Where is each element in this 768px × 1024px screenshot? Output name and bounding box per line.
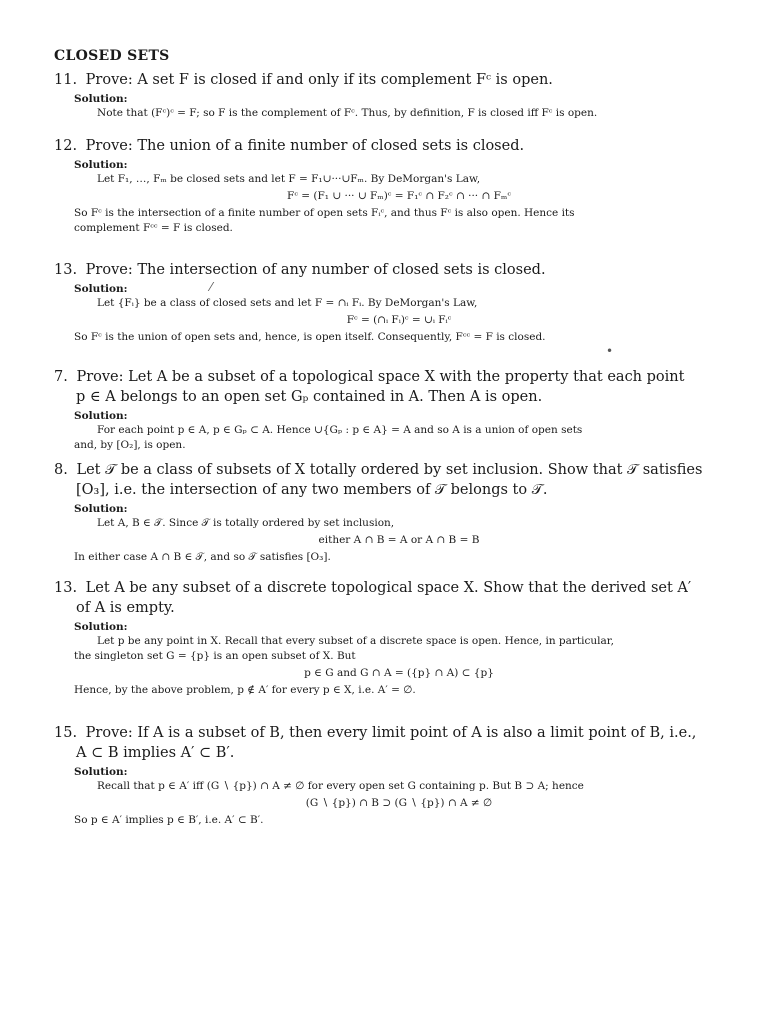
problem-statement: Let 𝒯 be a class of subsets of X totally ordered by set inclusion. Show that 𝒯 satisfies xyxy=(76,462,703,478)
solution-label: Solution: xyxy=(74,283,128,295)
section-heading: CLOSED SETS xyxy=(54,48,170,64)
problem-8 xyxy=(54,460,744,565)
solution-line: In either case A ∩ B ∈ 𝒯, and so 𝒯 satisfies [O₃]. xyxy=(74,551,331,563)
problem-statement: Prove: The union of a finite number of closed sets is closed. xyxy=(85,138,525,154)
problem-13b xyxy=(54,578,744,698)
problem-statement-continued: [O₃], i.e. the intersection of any two members of 𝒯 belongs to 𝒯. xyxy=(76,482,548,498)
equation: Fᶜ = (F₁ ∪ ··· ∪ Fₘ)ᶜ = F₁ᶜ ∩ F₂ᶜ ∩ ··· ∩ Fₘᶜ xyxy=(287,190,511,202)
solution-line: the singleton set G = {p} is an open subset of X. But xyxy=(74,650,356,662)
problem-15 xyxy=(54,723,744,828)
solution-label: Solution: xyxy=(74,503,128,515)
solution-line: For each point p ∈ A, p ∈ Gₚ ⊂ A. Hence ∪{Gₚ : p ∈ A} = A and so A is a union of open sets xyxy=(97,424,583,436)
solution-label: Solution: xyxy=(74,621,128,633)
problem-11 xyxy=(54,70,744,121)
problem-number: 7. xyxy=(54,369,68,385)
solution-line: Let F₁, …, Fₘ be closed sets and let F = F₁∪···∪Fₘ. By DeMorgan's Law, xyxy=(97,173,481,185)
problem-number: 13. xyxy=(54,580,78,596)
equation: p ∈ G and G ∩ A = ({p} ∩ A) ⊂ {p} xyxy=(304,667,494,679)
solution-line: Recall that p ∈ A′ iff (G ∖ {p}) ∩ A ≠ ∅ for every open set G containing p. But B ⊃ A; hence xyxy=(97,780,584,792)
solution-line: Let A, B ∈ 𝒯. Since 𝒯 is totally ordered by set inclusion, xyxy=(97,517,395,529)
equation: either A ∩ B = A or A ∩ B = B xyxy=(318,534,480,546)
solution-line: and, by [O₂], is open. xyxy=(74,439,186,451)
problem-number: 11. xyxy=(54,72,78,88)
problem-statement: Prove: The intersection of any number of closed sets is closed. xyxy=(85,262,546,278)
solution-line: So p ∈ A′ implies p ∈ B′, i.e. A′ ⊂ B′. xyxy=(74,814,264,826)
problem-statement: Prove: If A is a subset of B, then every limit point of A is also a limit point of B, i.e., xyxy=(85,725,697,741)
solution-label: Solution: xyxy=(74,159,128,171)
problem-number: 12. xyxy=(54,138,78,154)
problem-number: 13. xyxy=(54,262,78,278)
solution-line: Hence, by the above problem, p ∉ A′ for every p ∈ X, i.e. A′ = ∅. xyxy=(74,684,416,696)
equation: Fᶜ = (∩ᵢ Fᵢ)ᶜ = ∪ᵢ Fᵢᶜ xyxy=(346,314,452,326)
problem-statement-continued: A ⊂ B implies A′ ⊂ B′. xyxy=(76,745,235,761)
stray-pen-mark: ⁄ xyxy=(210,280,213,294)
solution-label: Solution: xyxy=(74,410,128,422)
solution-line: Let p be any point in X. Recall that every subset of a discrete space is open. Hence, in particular, xyxy=(97,635,614,647)
solution-label: Solution: xyxy=(74,766,128,778)
solution-label: Solution: xyxy=(74,93,128,105)
problem-7 xyxy=(54,367,744,453)
solution-line: complement Fᶜᶜ = F is closed. xyxy=(74,222,233,234)
problem-number: 8. xyxy=(54,462,68,478)
problem-13a xyxy=(54,260,744,345)
stray-dot-mark: • xyxy=(606,344,614,358)
solution-line: So Fᶜ is the union of open sets and, hence, is open itself. Consequently, Fᶜᶜ = F is closed. xyxy=(74,331,546,343)
problem-statement: Prove: A set F is closed if and only if its complement Fᶜ is open. xyxy=(85,72,553,88)
problem-number: 15. xyxy=(54,725,78,741)
problem-statement-continued: p ∈ A belongs to an open set Gₚ contained in A. Then A is open. xyxy=(76,389,543,405)
equation: (G ∖ {p}) ∩ B ⊃ (G ∖ {p}) ∩ A ≠ ∅ xyxy=(305,797,493,809)
solution-line: So Fᶜ is the intersection of a finite number of open sets Fᵢᶜ, and thus Fᶜ is also open. Hence its xyxy=(74,207,575,219)
problem-12 xyxy=(54,136,744,236)
problem-statement-continued: of A is empty. xyxy=(76,600,175,616)
solution-line: Note that (Fᶜ)ᶜ = F; so F is the complement of Fᶜ. Thus, by definition, F is closed iff Fᶜ is open. xyxy=(97,107,598,119)
solution-line: Let {Fᵢ} be a class of closed sets and let F = ∩ᵢ Fᵢ. By DeMorgan's Law, xyxy=(97,297,478,309)
problem-statement: Let A be any subset of a discrete topological space X. Show that the derived set A′ xyxy=(85,580,692,596)
problem-statement: Prove: Let A be a subset of a topological space X with the property that each point xyxy=(76,369,685,385)
